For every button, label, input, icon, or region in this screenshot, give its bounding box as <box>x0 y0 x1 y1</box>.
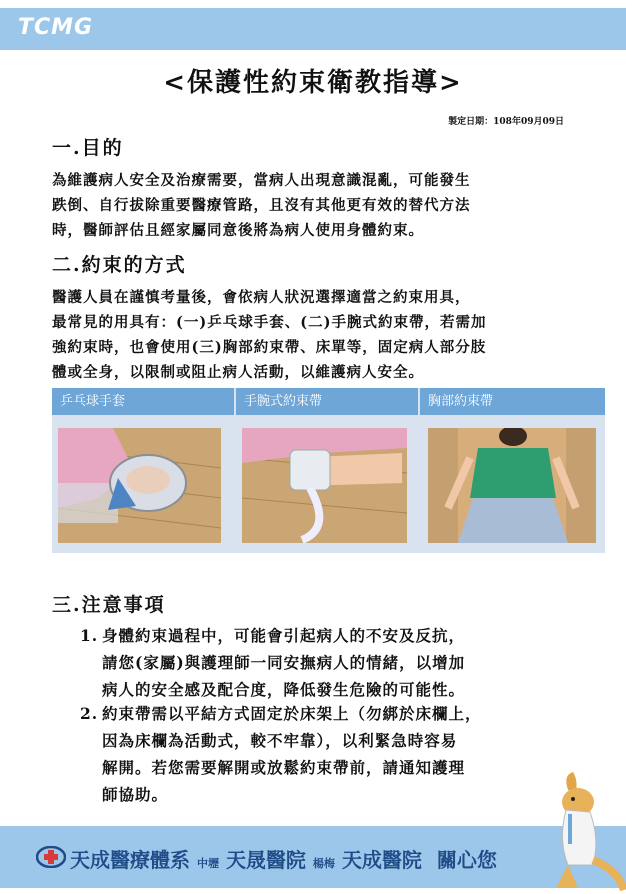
purpose-line: 跌倒、自行拔除重要醫療管路，且沒有其他更有效的替代方法 <box>52 197 471 214</box>
section-heading-purpose: 一.目的 <box>52 137 124 159</box>
precaution-line: 因為床欄為活動式，較不牢靠），以利緊急時容易 <box>102 731 458 750</box>
purpose-paragraph <box>52 168 582 243</box>
footer-group-name: 天成醫療體系 <box>70 848 190 872</box>
footer-location-1: 中壢 <box>196 857 219 870</box>
method-line: 最常見的用具有：(一)乒乓球手套、(二)手腕式約束帶，若需加 <box>52 314 487 331</box>
section-heading-method: 二.約束的方式 <box>52 254 187 276</box>
section-heading-precautions: 三.注意事項 <box>52 594 166 616</box>
footer-slogan: 關心您 <box>436 848 497 872</box>
precaution-number: 2. <box>80 704 99 723</box>
brand-logo-text: TCMG <box>18 15 94 40</box>
footer-text <box>70 844 497 873</box>
method-line: 強約束時，也會使用(三)胸部約束帶、床單等，固定病人部分肢 <box>52 339 487 356</box>
purpose-line: 為維護病人安全及治療需要，當病人出現意識混亂，可能發生 <box>52 172 471 189</box>
wrist-restraint-photo <box>242 428 407 543</box>
footer-location-2: 楊梅 <box>312 857 335 870</box>
page-title: <保護性約束衛教指導> <box>163 68 463 98</box>
chest-restraint-photo <box>428 428 596 543</box>
precaution-item <box>80 700 590 808</box>
precaution-number: 1. <box>80 626 99 645</box>
footer-hospital-1: 天晟醫院 <box>225 848 306 872</box>
top-banner <box>0 8 626 50</box>
method-paragraph <box>52 285 582 385</box>
precaution-line: 病人的安全感及配合度，降低發生危險的可能性。 <box>102 680 466 699</box>
hospital-cross-logo-icon <box>36 846 66 868</box>
table-header-chest-restraint: 胸部約束帶 <box>420 388 605 415</box>
footer-hospital-2: 天成醫院 <box>341 848 422 872</box>
method-line: 體或全身，以限制或阻止病人活動，以維護病人安全。 <box>52 364 424 381</box>
issue-date: 製定日期：108年09月09日 <box>448 117 564 127</box>
purpose-line: 時，醫師評估且經家屬同意後將為病人使用身體約束。 <box>52 222 424 239</box>
pingpong-glove-photo <box>58 428 221 543</box>
method-line: 醫護人員在謹慎考量後，會依病人狀況選擇適當之約束用具， <box>52 289 471 306</box>
precaution-item <box>80 622 590 703</box>
restraint-types-table <box>52 388 605 553</box>
table-header-pingpong-glove: 乒乓球手套 <box>52 388 234 415</box>
precaution-line: 身體約束過程中，可能會引起病人的不安及反抗， <box>102 626 466 645</box>
precaution-line: 約束帶需以平結方式固定於床架上（勿綁於床欄上， <box>102 704 482 723</box>
precaution-line: 請您(家屬)與護理師一同安撫病人的情緒，以增加 <box>102 653 466 672</box>
kangaroo-mascot-icon <box>538 770 626 892</box>
footer-banner <box>0 826 626 888</box>
precaution-line: 解開。若您需要解開或放鬆約束帶前，請通知護理 <box>102 758 466 777</box>
table-header-wrist-restraint: 手腕式約束帶 <box>236 388 418 415</box>
precaution-line: 師協助。 <box>102 785 169 804</box>
